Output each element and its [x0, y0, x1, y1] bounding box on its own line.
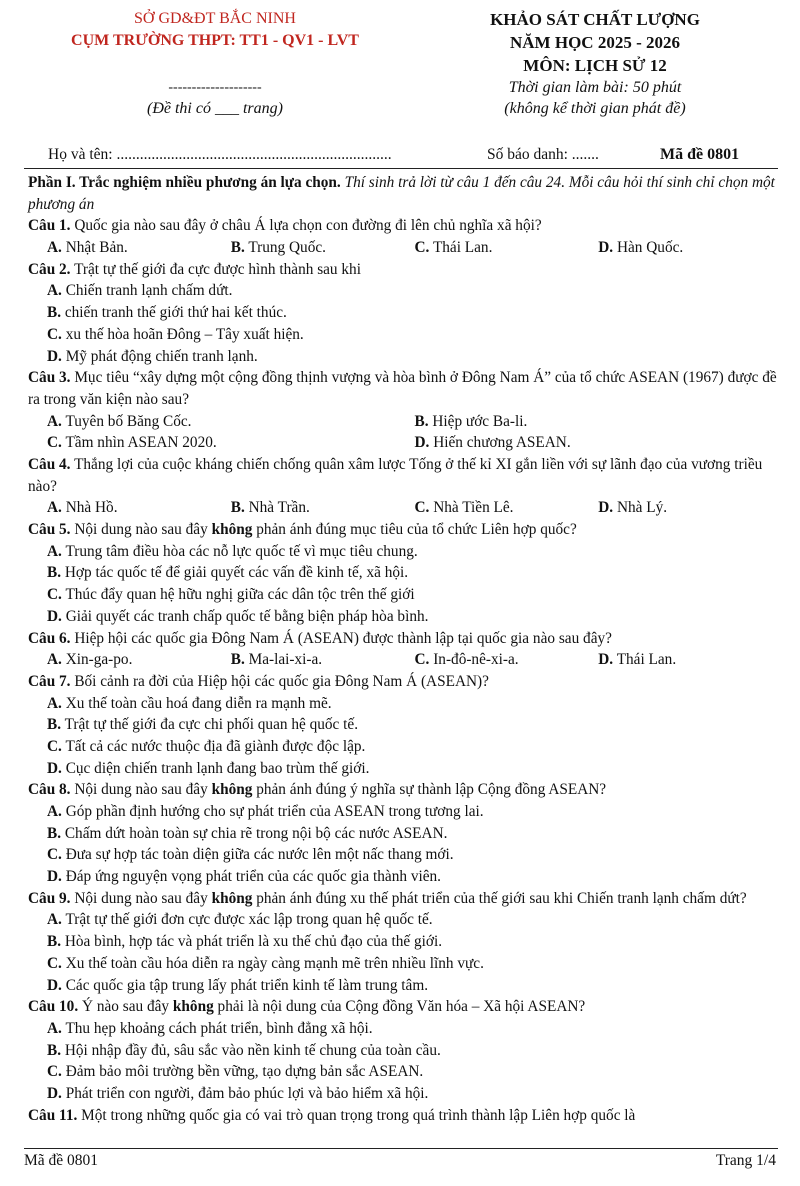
question-number: Câu 4. [28, 456, 71, 473]
option-c: C. In-đô-nê-xi-a. [414, 651, 519, 669]
option-d: D. Đáp ứng nguyện vọng phát triển của các quốc gia thành viên. [47, 868, 441, 886]
question-text: Mục tiêu “xây dựng một cộng đồng thịnh vượng và hòa bình ở Đông Nam Á” của tổ chức ASEAN (1967) được đề ra trong văn kiện nào sau? [28, 369, 777, 408]
question-number: Câu 3. [28, 369, 71, 387]
option-c: C. Thúc đẩy quan hệ hữu nghị giữa các dân tộc trên thế giới [47, 586, 415, 604]
header-dashes: -------------------- [168, 80, 262, 95]
section-title: Phần I. Trắc nghiệm nhiều phương án lựa chọn. [28, 174, 341, 191]
option-d: D. Hiến chương ASEAN. [414, 434, 571, 452]
exam-code: Mã đề 0801 [660, 146, 740, 163]
options-row [28, 432, 782, 454]
school-year: NĂM HỌC 2025 - 2026 [510, 33, 680, 52]
question-number: Câu 7. [28, 672, 71, 690]
option-d: D. Phát triển con người, đảm bảo phúc lợi và bảo hiểm xã hội. [47, 1084, 429, 1102]
emphasis-word: không [211, 781, 253, 799]
option-d: D. Hàn Quốc. [598, 239, 684, 257]
school-cluster: CỤM TRƯỜNG THPT: TT1 - QV1 - LVT [71, 32, 359, 49]
emphasis-word: không [172, 998, 214, 1016]
exam-title: KHẢO SÁT CHẤT LƯỢNG [490, 10, 700, 29]
question-text: Quốc gia nào sau đây ở châu Á lựa chọn con đường đi lên chủ nghĩa xã hội? [74, 217, 542, 235]
options-row [28, 497, 782, 519]
option-a: A. Góp phần định hướng cho sự phát triển của ASEAN trong tương lai. [47, 803, 484, 821]
exam-time: Thời gian làm bài: 50 phút [508, 79, 682, 96]
question-number: Câu 1. [28, 217, 71, 235]
question-number: Câu 11. [28, 1106, 78, 1124]
question-9: Câu 9. Nội dung nào sau đây không phản ánh đúng xu thế phát triển của thế giới sau khi Chiến tranh lạnh chấm dứt? [28, 889, 747, 907]
option-c: C. Thái Lan. [414, 239, 493, 257]
option-c: C. xu thế hòa hoãn Đông – Tây xuất hiện. [47, 325, 304, 343]
option-d: D. Các quốc gia tập trung lấy phát triển kinh tế làm trung tâm. [47, 976, 429, 994]
question-number: Câu 9. [28, 889, 71, 907]
question-text: Thắng lợi của cuộc kháng chiến chống quân xâm lược Tống ở thế kỉ XI gắn liền với sự lãnh đạo của vương triều nào? [28, 456, 763, 495]
header-divider [24, 168, 778, 169]
question-number: Câu 6. [28, 629, 71, 647]
option-d: D. Thái Lan. [598, 651, 677, 669]
options-row [28, 237, 782, 259]
option-d: D. Giải quyết các tranh chấp quốc tế bằng biện pháp hòa bình. [47, 607, 429, 625]
option-c: C. Nhà Tiền Lê. [414, 499, 514, 517]
subject: MÔN: LỊCH SỬ 12 [523, 56, 667, 75]
option-a: A. Chiến tranh lạnh chấm dứt. [47, 282, 233, 300]
question-7 [28, 671, 782, 693]
question-8: Câu 8. Nội dung nào sau đây không phản ánh đúng ý nghĩa sự thành lập Cộng đồng ASEAN? [28, 781, 607, 799]
option-a: A. Trung tâm điều hòa các nỗ lực quốc tế vì mục tiêu chung. [47, 542, 418, 560]
student-id-field: Số báo danh: ....... [487, 146, 599, 163]
pages-note: (Đề thi có ___ trang) [147, 100, 283, 117]
question-number: Câu 10. [28, 998, 79, 1016]
question-text: Bối cảnh ra đời của Hiệp hội các quốc gia Đông Nam Á (ASEAN)? [74, 672, 489, 690]
question-text: Trật tự thế giới đa cực được hình thành sau khi [74, 260, 361, 278]
option-b: B. Trung Quốc. [230, 239, 326, 257]
question-10: Câu 10. Ý nào sau đây không phải là nội dung của Cộng đồng Văn hóa – Xã hội ASEAN? [28, 998, 586, 1016]
question-text: Hiệp hội các quốc gia Đông Nam Á (ASEAN) được thành lập tại quốc gia nào sau đây? [74, 629, 612, 647]
option-a: A. Nhà Hồ. [47, 499, 118, 517]
exam-content [28, 172, 782, 1126]
option-a: A. Xu thế toàn cầu hoá đang diễn ra mạnh mẽ. [47, 694, 332, 712]
option-c: C. Đưa sự hợp tác toàn diện giữa các nước lên một nấc thang mới. [47, 846, 454, 864]
question-11 [28, 1105, 782, 1127]
option-b: B. chiến tranh thế giới thứ hai kết thúc. [47, 304, 287, 322]
option-d: D. Nhà Lý. [598, 499, 668, 517]
question-number: Câu 8. [28, 781, 71, 799]
option-a: A. Tuyên bố Băng Cốc. [47, 412, 192, 430]
department-name: SỞ GD&ĐT BẮC NINH [134, 10, 296, 27]
option-a: A. Trật tự thế giới đơn cực được xác lập trong quan hệ quốc tế. [47, 911, 433, 929]
option-b: B. Trật tự thế giới đa cực chi phối quan hệ quốc tế. [47, 716, 359, 734]
question-1 [28, 215, 782, 237]
option-d: D. Cục diện chiến tranh lạnh đang bao trùm thế giới. [47, 759, 370, 777]
student-name-field: Họ và tên: ....................................................................... [48, 146, 392, 163]
question-5: Câu 5. Nội dung nào sau đây không phản ánh đúng mục tiêu của tổ chức Liên hợp quốc? [28, 521, 577, 539]
emphasis-word: không [211, 889, 253, 907]
exam-time-note: (không kể thời gian phát đề) [504, 100, 686, 117]
option-d: D. Mỹ phát động chiến tranh lạnh. [47, 347, 258, 365]
option-b: B. Ma-lai-xi-a. [230, 651, 323, 669]
section-heading [28, 172, 782, 215]
footer-page-number: Trang 1/4 [715, 1152, 776, 1169]
footer-exam-code: Mã đề 0801 [24, 1152, 99, 1169]
emphasis-word: không [211, 521, 253, 539]
option-b: B. Chấm dứt hoàn toàn sự chia rẽ trong nội bộ các nước ASEAN. [47, 824, 448, 842]
question-2 [28, 259, 782, 281]
question-6 [28, 628, 782, 650]
options-row [28, 411, 782, 433]
option-c: C. Xu thế toàn cầu hóa diễn ra ngày càng mạnh mẽ trên nhiều lĩnh vực. [47, 954, 484, 972]
option-a: A. Thu hẹp khoảng cách phát triển, bình đẳng xã hội. [47, 1019, 373, 1037]
option-a: A. Nhật Bản. [47, 239, 128, 257]
section-instruction: Thí sinh trả lời từ câu 1 đến câu 24. Mỗi câu hỏi thí sinh chỉ chọn một phương án [28, 174, 775, 213]
footer-divider [24, 1148, 778, 1149]
question-4 [28, 454, 782, 497]
question-number: Câu 5. [28, 521, 71, 539]
option-a: A. Xin-ga-po. [47, 651, 133, 669]
option-b: B. Hòa bình, hợp tác và phát triển là xu thế chủ đạo của thế giới. [47, 933, 443, 951]
option-b: B. Nhà Trần. [230, 499, 310, 517]
option-b: B. Hợp tác quốc tế để giải quyết các vấn đề kinh tế, xã hội. [47, 564, 409, 582]
option-b: B. Hội nhập đầy đủ, sâu sắc vào nền kinh tế chung của toàn cầu. [47, 1041, 441, 1059]
options-row [28, 649, 782, 671]
option-c: C. Tầm nhìn ASEAN 2020. [47, 434, 217, 452]
option-c: C. Đảm bảo môi trường bền vững, tạo dựng bản sắc ASEAN. [47, 1063, 424, 1081]
question-text: Một trong những quốc gia có vai trò quan trọng trong quá trình thành lập Liên hợp quốc là [81, 1106, 636, 1124]
option-b: B. Hiệp ước Ba-li. [414, 412, 528, 430]
option-c: C. Tất cả các nước thuộc địa đã giành được độc lập. [47, 737, 366, 755]
question-number: Câu 2. [28, 260, 71, 278]
question-3 [28, 367, 782, 410]
